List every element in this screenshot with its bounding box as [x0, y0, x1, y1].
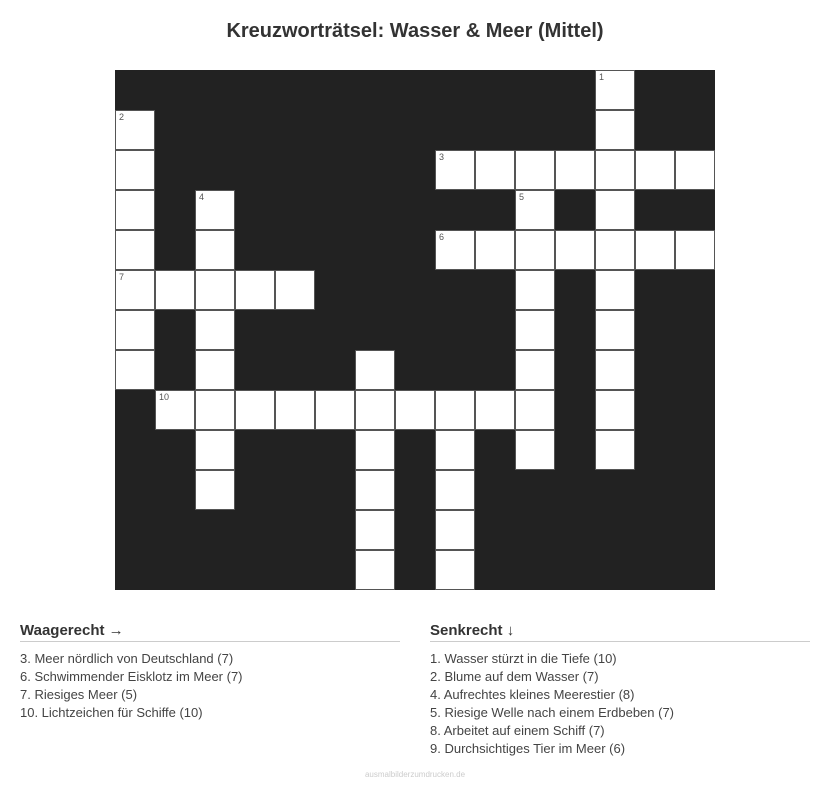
clue-number: 6 — [439, 232, 445, 242]
grid-cell[interactable] — [315, 390, 355, 430]
clue-down-2: 2. Blume auf dem Wasser (7) — [430, 669, 599, 684]
clue-number: 2 — [119, 112, 125, 122]
grid-cell[interactable] — [635, 150, 675, 190]
grid-cell[interactable] — [515, 230, 555, 270]
clue-number: 7 — [119, 272, 125, 282]
grid-cell[interactable] — [115, 190, 155, 230]
grid-cell[interactable] — [515, 150, 555, 190]
clue-across-6: 6. Schwimmender Eisklotz im Meer (7) — [20, 669, 243, 684]
grid-cell[interactable] — [675, 150, 715, 190]
grid-cell[interactable] — [115, 310, 155, 350]
grid-cell[interactable] — [195, 350, 235, 390]
down-clues-section — [430, 622, 810, 758]
across-heading: Waagerecht → — [20, 622, 400, 642]
across-clues-section — [20, 622, 400, 722]
grid-cell[interactable] — [435, 470, 475, 510]
grid-cell[interactable] — [195, 190, 235, 230]
grid-cell[interactable] — [155, 270, 195, 310]
grid-cell[interactable] — [435, 510, 475, 550]
clue-down-8: 8. Arbeitet auf einem Schiff (7) — [430, 723, 605, 738]
footer-credit: ausmalbilderzumdrucken.de — [364, 770, 466, 779]
across-clue-list — [20, 650, 400, 722]
grid-cell[interactable] — [355, 350, 395, 390]
grid-cell[interactable] — [195, 230, 235, 270]
grid-cell[interactable] — [435, 550, 475, 590]
grid-cell[interactable] — [595, 110, 635, 150]
grid-cell[interactable] — [675, 230, 715, 270]
grid-cell[interactable] — [595, 230, 635, 270]
clue-across-3: 3. Meer nördlich von Deutschland (7) — [20, 651, 234, 666]
grid-cell[interactable] — [555, 150, 595, 190]
grid-cell[interactable] — [355, 470, 395, 510]
grid-cell[interactable] — [435, 430, 475, 470]
clue-number: 3 — [439, 152, 445, 162]
grid-cell[interactable] — [195, 430, 235, 470]
grid-cell[interactable] — [435, 230, 475, 270]
grid-cell[interactable] — [595, 430, 635, 470]
clue-down-4: 4. Aufrechtes kleines Meerestier (8) — [430, 687, 635, 702]
grid-cell[interactable] — [155, 390, 195, 430]
grid-cell[interactable] — [355, 510, 395, 550]
grid-cell[interactable] — [595, 150, 635, 190]
grid-cell[interactable] — [115, 350, 155, 390]
clue-number: 5 — [519, 192, 525, 202]
grid-cell[interactable] — [595, 270, 635, 310]
grid-cell[interactable] — [515, 190, 555, 230]
clue-number: 10 — [159, 392, 170, 402]
grid-cell[interactable] — [115, 230, 155, 270]
grid-cell[interactable] — [515, 310, 555, 350]
grid-cell[interactable] — [195, 470, 235, 510]
grid-cell[interactable] — [515, 270, 555, 310]
clue-down-5: 5. Riesige Welle nach einem Erdbeben (7) — [430, 705, 675, 720]
clue-number: 1 — [599, 72, 605, 82]
grid-cell[interactable] — [475, 230, 515, 270]
grid-cell[interactable] — [355, 550, 395, 590]
grid-cell[interactable] — [595, 310, 635, 350]
grid-cell[interactable] — [355, 390, 395, 430]
grid-cell[interactable] — [515, 390, 555, 430]
grid-cell[interactable] — [475, 390, 515, 430]
grid-cell[interactable] — [115, 270, 155, 310]
grid-cell[interactable] — [275, 270, 315, 310]
page-title: Kreuzworträtsel: Wasser & Meer (Mittel) — [226, 20, 604, 42]
grid-cell[interactable] — [235, 390, 275, 430]
grid-cell[interactable] — [595, 390, 635, 430]
clue-down-1: 1. Wasser stürzt in die Tiefe (10) — [430, 651, 617, 666]
down-clue-list — [430, 650, 810, 758]
clue-across-7: 7. Riesiges Meer (5) — [20, 687, 138, 702]
grid-cell[interactable] — [595, 190, 635, 230]
grid-cell[interactable] — [195, 310, 235, 350]
grid-cell[interactable] — [435, 390, 475, 430]
grid-cell[interactable] — [555, 230, 595, 270]
grid-cell[interactable] — [195, 270, 235, 310]
grid-cell[interactable] — [395, 390, 435, 430]
grid-cell[interactable] — [515, 350, 555, 390]
grid-cell[interactable] — [115, 150, 155, 190]
grid-cell[interactable] — [435, 150, 475, 190]
grid-cell[interactable] — [275, 390, 315, 430]
clue-number: 4 — [199, 192, 205, 202]
down-heading: Senkrecht ↓ — [430, 622, 810, 642]
grid-cell[interactable] — [475, 150, 515, 190]
clue-across-10: 10. Lichtzeichen für Schiffe (10) — [20, 705, 203, 720]
crossword-grid — [115, 70, 715, 590]
grid-cell[interactable] — [595, 350, 635, 390]
grid-cell[interactable] — [235, 270, 275, 310]
grid-cell[interactable] — [195, 390, 235, 430]
grid-cell[interactable] — [595, 70, 635, 110]
clue-down-9: 9. Durchsichtiges Tier im Meer (6) — [430, 741, 626, 756]
grid-cell[interactable] — [635, 230, 675, 270]
grid-cell[interactable] — [115, 110, 155, 150]
grid-cell[interactable] — [355, 430, 395, 470]
grid-cell[interactable] — [515, 430, 555, 470]
